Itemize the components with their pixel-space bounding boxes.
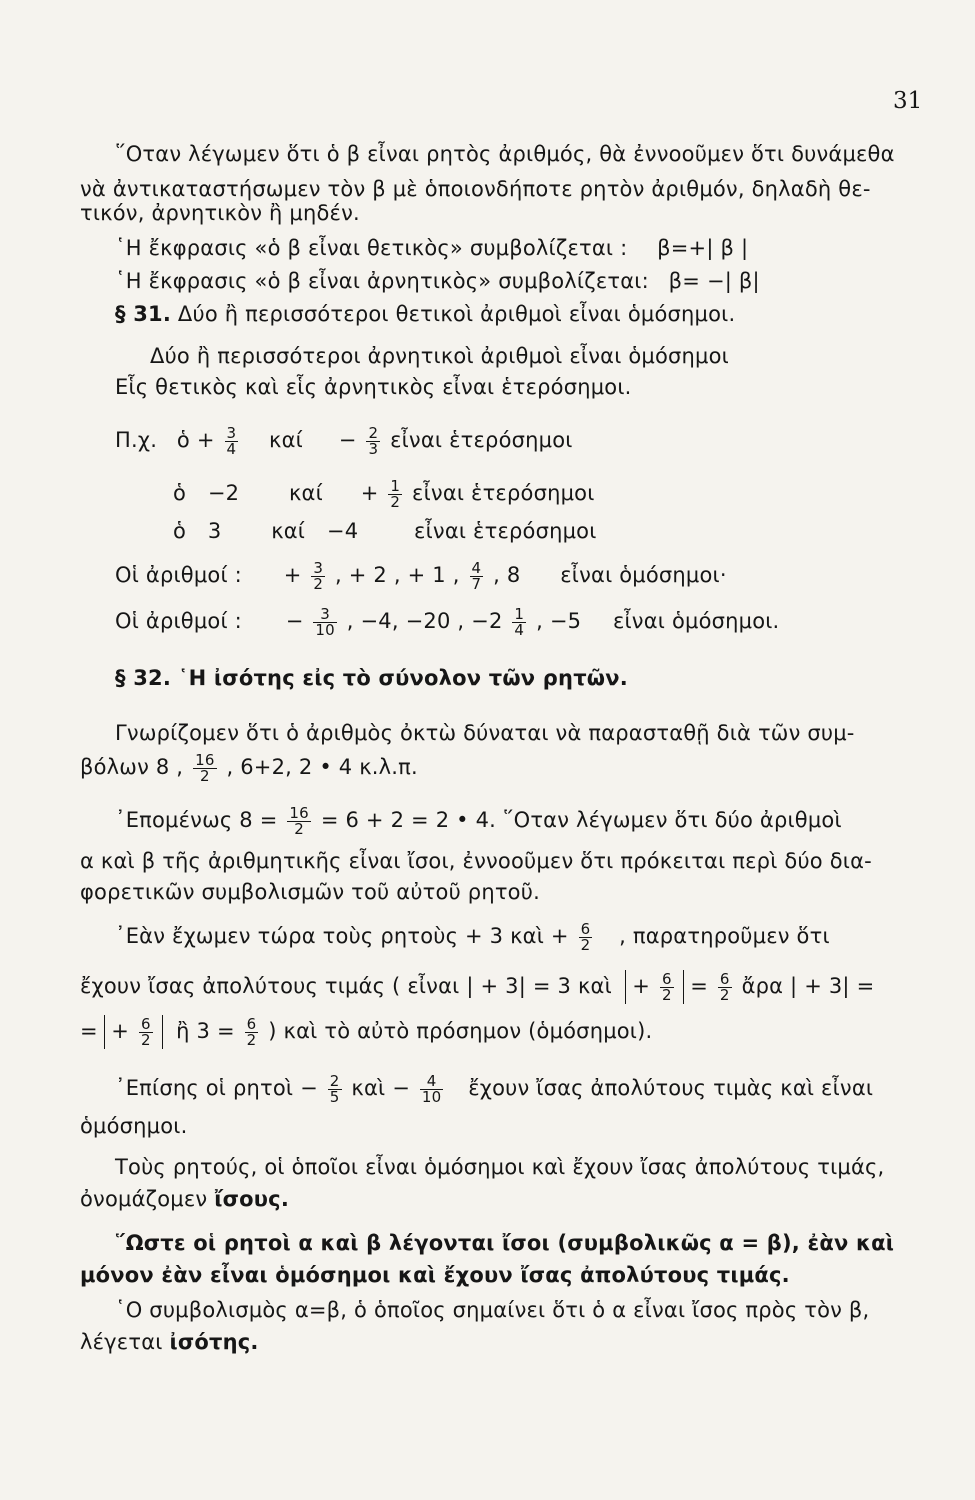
fraction: $\frac{6}{2}$ — [246, 1014, 257, 1049]
fraction: $\frac{2}{3}$ — [368, 423, 379, 458]
fraction: $\frac{6}{2}$ — [140, 1014, 151, 1049]
paragraph-line: Τοὺς ρητούς, οἱ ὁποῖοι εἶναι ὁμόσημοι καὶ ἔχουν ἴσας ἀπολύτους τιμάς, — [115, 1155, 885, 1179]
paragraph-line: τικόν, ἀρνητικὸν ἢ μηδέν. — [80, 201, 360, 225]
expression-positive: ῾Η ἔκφρασις «ὁ β εἶναι θετικὸς» συμβολίζεται : β=+| β | — [115, 236, 749, 260]
fraction: $\frac{6}{2}$ — [580, 919, 591, 954]
fraction: $\frac{3}{4}$ — [226, 423, 237, 458]
paragraph-line: λέγεται ἰσότης. — [80, 1330, 259, 1354]
fraction: $\frac{6}{2}$ — [661, 969, 672, 1004]
section-32-heading: § 32. ῾Η ἰσότης εἰς τὸ σύνολον τῶν ρητῶν. — [115, 666, 628, 690]
absolute-bar — [683, 970, 685, 1004]
expression-negative: ῾Η ἔκφρασις «ὁ β εἶναι ἀρνητικὸς» συμβολίζεται: β= −| β| — [115, 269, 760, 293]
definition-line: ῞Ωστε οἱ ρητοὶ α καὶ β λέγονται ἴσοι (συμβολικῶς α = β), ἐὰν καὶ — [115, 1231, 895, 1255]
absolute-bar — [104, 1015, 106, 1049]
paragraph-line: = + $\frac{6}{2}$ ἢ 3 = $\frac{6}{2}$ ) καὶ τὸ αὐτὸ πρόσημον (ὁμόσημοι). — [80, 1014, 653, 1049]
fraction: $\frac{6}{2}$ — [719, 969, 730, 1004]
paragraph-line: ᾿Επίσης οἱ ρητοὶ − $\frac{2}{5}$ καὶ − $\frac{4}{10}$ ἔχουν ἴσας ἀπολύτους τιμὰς καὶ εἶναι — [115, 1071, 874, 1106]
paragraph-line: ῾Ο συμβολισμὸς α=β, ὁ ὁποῖος σημαίνει ὅτι ὁ α εἶναι ἴσος πρὸς τὸν β, — [115, 1298, 870, 1322]
fraction: $\frac{3}{10}$ — [315, 604, 335, 639]
paragraph-line: Εἷς θετικὸς καὶ εἷς ἀρνητικὸς εἶναι ἑτερόσημοι. — [115, 375, 632, 399]
example-row-1: Π.χ. ὁ + $\frac{3}{4}$ καί − $\frac{2}{3}$ εἶναι ἑτερόσημοι — [115, 423, 573, 458]
paragraph-line: βόλων 8 , $\frac{16}{2}$ , 6+2, 2 • 4 κ.λ.π. — [80, 750, 418, 785]
fraction: $\frac{1}{2}$ — [390, 476, 401, 511]
fraction: $\frac{2}{5}$ — [329, 1071, 340, 1106]
page-number: 31 — [893, 88, 923, 114]
absolute-bar — [162, 1015, 164, 1049]
paragraph-line: Δύο ἢ περισσότεροι ἀρνητικοὶ ἀριθμοὶ εἶναι ὁμόσημοι — [150, 344, 729, 368]
fraction: $\frac{3}{2}$ — [313, 558, 324, 593]
example-row-2: ὁ −2 καί + $\frac{1}{2}$ εἶναι ἑτερόσημοι — [173, 476, 595, 511]
paragraph-line: ῞Οταν λέγωμεν ὅτι ὁ β εἶναι ρητὸς ἀριθμός, θὰ ἐννοοῦμεν ὅτι δυνάμεθα — [115, 142, 895, 166]
definition-line: μόνον ἐὰν εἶναι ὁμόσημοι καὶ ἔχουν ἴσας ἀπολύτους τιμάς. — [80, 1263, 790, 1287]
paragraph-line: ὁμόσημοι. — [80, 1114, 188, 1138]
fraction: $\frac{1}{4}$ — [514, 604, 525, 639]
paragraph-line: νὰ ἀντικαταστήσωμεν τὸν β μὲ ὁποιονδήποτε ρητὸν ἀριθμόν, δηλαδὴ θε- — [80, 177, 871, 201]
paragraph-line: ᾿Επομένως 8 = $\frac{16}{2}$ = 6 + 2 = 2 • 4. ῞Οταν λέγωμεν ὅτι δύο ἀριθμοὶ — [115, 803, 842, 838]
paragraph-line: ᾿Εὰν ἔχωμεν τώρα τοὺς ρητοὺς + 3 καὶ + $\frac{6}{2}$ , παρατηροῦμεν ὅτι — [115, 919, 830, 954]
fraction: $\frac{16}{2}$ — [195, 750, 215, 785]
example-row-3: ὁ 3 καί −4 εἶναι ἑτερόσημοι — [173, 519, 597, 543]
fraction: $\frac{4}{7}$ — [471, 558, 482, 593]
example-row-4: Οἱ ἀριθμοί : + $\frac{3}{2}$ , + 2 , + 1 , $\frac{4}{7}$ , 8 εἶναι ὁμόσημοι· — [115, 558, 727, 593]
paragraph-line: φορετικῶν συμβολισμῶν τοῦ αὐτοῦ ρητοῦ. — [80, 880, 540, 904]
paragraph-line: α καὶ β τῆς ἀριθμητικῆς εἶναι ἴσοι, ἐννοοῦμεν ὅτι πρόκειται περὶ δύο δια- — [80, 849, 872, 873]
absolute-bar — [625, 970, 627, 1004]
section-31-heading: § 31. Δύο ἢ περισσότεροι θετικοὶ ἀριθμοὶ εἶναι ὁμόσημοι. — [115, 302, 736, 326]
paragraph-line: Γνωρίζομεν ὅτι ὁ ἀριθμὸς ὀκτὼ δύναται νὰ παρασταθῇ διὰ τῶν συμ- — [115, 721, 855, 745]
example-row-5: Οἱ ἀριθμοί : − $\frac{3}{10}$ , −4, −20 , −2 $\frac{1}{4}$ , −5 εἶναι ὁμόσημοι. — [115, 604, 780, 639]
paragraph-line: ἔχουν ἴσας ἀπολύτους τιμάς ( εἶναι | + 3| = 3 καὶ + $\frac{6}{2}$ = $\frac{6}{2}$ ἄρα | + 3| = — [80, 969, 875, 1004]
paragraph-line: ὀνομάζομεν ἴσους. — [80, 1187, 290, 1211]
fraction: $\frac{4}{10}$ — [421, 1071, 442, 1106]
fraction: $\frac{16}{2}$ — [289, 803, 309, 838]
